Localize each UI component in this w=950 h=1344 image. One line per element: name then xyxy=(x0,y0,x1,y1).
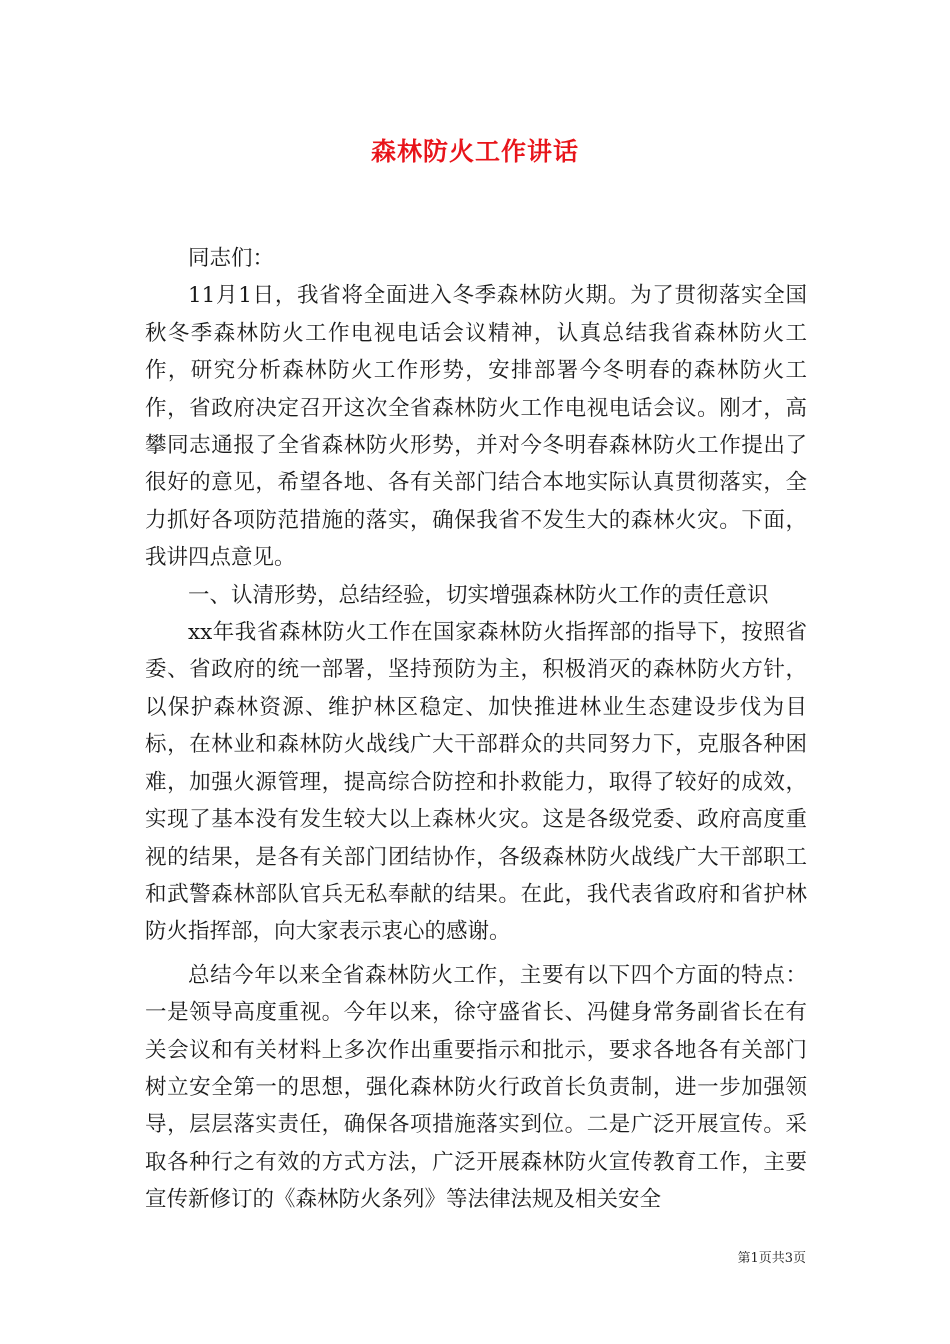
document-title: 森林防火工作讲话 xyxy=(370,137,579,166)
intro-paragraph: 11月1日，我省将全面进入冬季森林防火期。为了贯彻落实全国秋冬季森林防火工作电视电话会议精神，认真总结我省森林防火工作，研究分析森林防火工作形势，安排部署今冬明春的森林防火工作，省政府决定召开这次全省森林防火工作电视电话会议。刚才，高攀同志通报了全省森林防火形势，并对今冬明春森林防火工作提出了很好的意见，希望各地、各有关部门结合本地实际认真贯彻落实，全力抓好各项防范措施的落实，确保我省不发生大的森林火灾。下面，我讲四点意见。 xyxy=(145,283,807,571)
page-number-footer: 第1页共3页 xyxy=(737,1251,806,1266)
salutation-paragraph: 同志们： xyxy=(188,246,275,271)
section-heading: 一、认清形势，总结经验，切实增强森林防火工作的责任意识 xyxy=(188,582,769,608)
review-paragraph: xx年我省森林防火工作在国家森林防火指挥部的指导下，按照省委、省政府的统一部署，坚持预防为主，积极消灭的森林防火方针，以保护森林资源、维护林区稳定、加快推进林业生态建设步伐为目标，在林业和森林防火战线广大干部群众的共同努力下，克服各种困难，加强火源管理，提高综合防控和扑救能力，取得了较好的成效，实现了基本没有发生较大以上森林火灾。这是各级党委、政府高度重视的结果，是各有关部门团结协作，各级森林防火战线广大干部职工和武警森林部队官兵无私奉献的结果。在此，我代表省政府和省护林防火指挥部，向大家表示衷心的感谢。 xyxy=(145,620,807,945)
document-body xyxy=(145,240,807,1219)
summary-paragraph: 总结今年以来全省森林防火工作，主要有以下四个方面的特点：一是领导高度重视。今年以来，徐守盛省长、冯健身常务副省长在有关会议和有关材料上多次作出重要指示和批示，要求各地各有关部门树立安全第一的思想，强化森林防火行政首长负责制，进一步加强领导，层层落实责任，确保各项措施落实到位。二是广泛开展宣传。采取各种行之有效的方式方法，广泛开展森林防火宣传教育工作，主要宣传新修订的《森林防火条列》等法律法规及相关安全 xyxy=(145,962,807,1213)
